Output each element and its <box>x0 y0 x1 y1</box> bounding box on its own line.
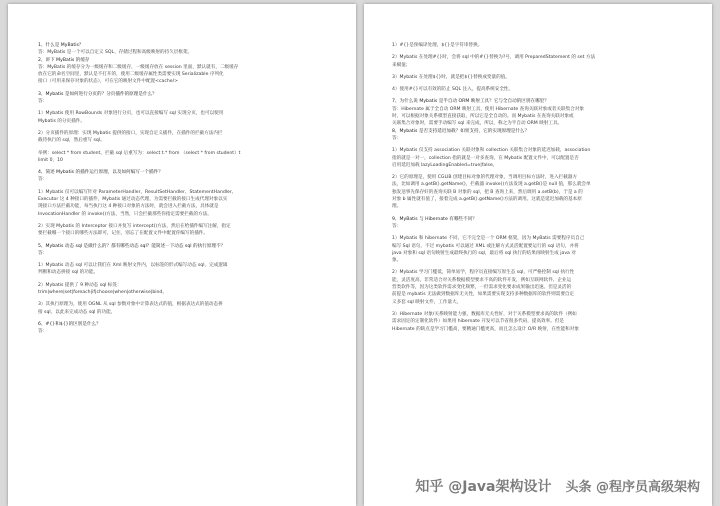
text-line: 5、Mybatis 动态 sql 是做什么的？都有哪些动态 sql？能简述一下动态 sql 的执行原理不？ <box>38 243 226 249</box>
text-line: 法，比如调用 a.getB().getName()，拦截器 invoke()方法发现 a.getB()是 null 值，那么就会单 <box>392 182 591 188</box>
text-line: java 对象和 sql 语句映射生成最终执行的 sql，最后将 sql 执行的结果再映射生成 java 对 <box>392 250 576 256</box>
page-text-left <box>38 42 338 336</box>
text-line: 答：Hibernate 属于全自动 ORM 映射工具，使用 Hibernate 查询关联对象或者关联集合对象 <box>392 106 584 112</box>
text-line: 对象 b 属性就有值了，接着完成 a.getB().getName()方法的调用。这就是延迟加载的基本原 <box>392 197 582 203</box>
text-line: 3、Mybatis 是如何进行分页的？分页插件的原理是什么？ <box>38 91 157 97</box>
text-line: 象。 <box>392 258 402 264</box>
text-line: 要拦截哪一个接口的哪些方法即可，记住，别忘了在配置文件中配置你编写的插件。 <box>38 231 208 237</box>
text-line: 答：MyBatis 是一个可以自定义 SQL、存储过程和高级映射的持久层框架。 <box>38 50 193 56</box>
text-line: 1）Mybatis 动态 sql 可以让我们在 Xml 映射文件内，以标签的形式编写动态 sql，完成逻辑 <box>38 263 228 269</box>
text-line: 9、MyBatis 与 Hibernate 有哪些不同？ <box>392 216 477 222</box>
text-line: InvocationHandler 的 invoke()方法，当然，只会拦截那些你指定需要拦截的方法。 <box>38 211 212 217</box>
text-line: 答： <box>392 135 402 141</box>
text-line: 4、简述 Mybatis 的插件运行原理，以及如何编写一个插件？ <box>38 170 163 176</box>
text-line: 2）分页插件的原理：实现 Mybatis 提供的接口，实现自定义插件，在插件的拦截方法内拦 <box>38 130 223 136</box>
text-line: 答： <box>392 223 402 229</box>
text-line: 关联集合对象时，需要手动编写 sql 来完成，所以，称之为半自动 ORM 映射工具。 <box>392 121 563 127</box>
text-line: 前提是 mybatis 无法做到数据库无关性，如果需要实现支持多种数据库的软件则需要自定 <box>392 292 575 298</box>
text-line: 1）Mybatis 和 hibernate 不同，它不完全是一个 ORM 框架，因为 MyBatis 需要程序员自己 <box>392 236 585 242</box>
text-line: 编写 Sql 语句，不过 mybatis 可以通过 XML 或注解方式灵活配置要运行的 sql 语句，并将 <box>392 243 579 249</box>
text-line: 2）Mybatis 在处理#{}时，会将 sql 中的#{}替换为?号，调用 PreparedStatement 的 set 方法 <box>392 55 596 61</box>
text-line: 答：MyBatis 的缓存分为一级缓存和二级缓存，一级缓存放在 session 里面，默认就有，二级缓存 <box>38 64 239 70</box>
text-line: 3）Mybatis 在处理${}时，就是把${}替换成变量的值。 <box>392 74 510 80</box>
text-line: 答： <box>38 177 48 183</box>
text-line: 指的就是一对一，collection 指的就是一对多查询。在 Mybatis 配置文件中，可以配置是否 <box>392 155 579 161</box>
text-line: 接口（可用来保存对象的状态），可在它的映射文件中配置<cache/> <box>38 79 178 85</box>
page-text-right <box>392 42 694 333</box>
text-line: 截待执行的 sql，然后重写 sql。 <box>38 138 105 144</box>
text-line: 8、Mybatis 是否支持延迟加载？如果支持，它的实现原理是什么？ <box>392 128 530 134</box>
text-line: 1）#{}是预编译处理，${}是字符串替换。 <box>392 43 483 48</box>
text-line: 答： <box>38 329 48 335</box>
watermark-primary: 知乎 @Java架构设计 <box>415 479 552 495</box>
text-line: Executor 这 4 种接口的插件，Mybatis 通过动态代理，为需要拦截的接口生成代理对象以实 <box>38 197 228 203</box>
text-line: 能，灵活度高，非常适合对关系数据模型要求不高的软件开发，例如互联网软件、企业运 <box>392 277 572 283</box>
text-line: 需求固定的定制化软件）如果用 hibernate 开发可以节省很多代码，提高效率。但是 <box>392 319 565 325</box>
text-line: 时，可以根据对象关系模型直接获取，所以它是全自动的。而 Mybatis 在查询关联对象或 <box>392 114 574 120</box>
text-line: 2、讲下 MyBatis 的缓存 <box>38 57 90 63</box>
text-line: 现接口方法拦截功能，每当执行这 4 种接口对象的方法时，就会进入拦截方法，具体就是 <box>38 204 219 210</box>
text-line: 义多套 sql 映射文件，工作量大。 <box>392 299 462 305</box>
watermark <box>415 476 700 496</box>
watermark-secondary: 头条 @程序员高级架构 <box>565 480 700 495</box>
text-line: 答： <box>38 250 48 256</box>
text-line: 营类软件等，因为这类软件需求变化频繁，一但需求变化要求成果输出迅速。但是灵活的 <box>392 285 572 291</box>
text-line: 放在它的命名空间里，默认是不打开的，使用二级缓存属性类需要实现 Serializable 序列化 <box>38 72 224 78</box>
text-line: 1）Mybatis 仅支持 association 关联对象和 collection 关联集合对象的延迟加载，association <box>392 148 591 154</box>
text-line: 2）Mybatis 学习门槛低，简单易学，程序员直接编写原生态 sql，可严格控制 sql 执行性 <box>392 270 575 276</box>
text-line: 1）Mybatis 使用 RowBounds 对象进行分页，也可以直接编写 sql 实现分页，也可以使用 <box>38 111 224 117</box>
text-line: 来赋值； <box>392 62 411 68</box>
text-line: 3）其执行原理为，使用 OGNL 从 sql 参数对象中计算表达式的值，根据表达式的值动态拼 <box>38 302 223 308</box>
text-line: 理。 <box>392 204 402 210</box>
text-line: 1）Mybatis 仅可以编写针对 ParameterHandler、ResultSetHandler、StatementHandler、 <box>38 189 237 195</box>
text-line: 4）使用#{}可以有效的防止 SQL 注入，提高系统安全性。 <box>392 87 514 93</box>
text-line: 举例：select * from student，拦截 sql 后重写为：select t.* from （select * from student）t <box>38 150 241 156</box>
text-line: 2）实现 Mybatis 的 Interceptor 接口并复写 intercept()方法，然后在给插件编写注解，指定 <box>38 223 231 229</box>
text-line: Hibernate 的缺点是学习门槛高，要精通门槛更高，而且怎么设计 O/R 映射，在性能和对象 <box>392 326 579 332</box>
text-line: trim|where|set|foreach|if|choose|when|otherwise|bind。 <box>38 290 167 296</box>
text-line: 2）它的原理是，使用 CGLIB 创建目标对象的代理对象，当调用目标方法时，进入拦截器方 <box>392 175 578 181</box>
text-line: 3）Hibernate 对象/关系映射能力强，数据库无关性好，对于关系模型要求高的软件（例如 <box>392 311 577 317</box>
text-line: 独发送事先保存好的查询关联 B 对象的 sql，把 B 查询上来，然后调用 a.setB(b)，于是 a 的 <box>392 189 583 195</box>
text-line: 答： <box>38 99 48 105</box>
text-line: 2）Mybatis 提供了 9 种动态 sql 标签： <box>38 282 122 288</box>
text-line: 6、#{}和${}的区别是什么？ <box>38 321 101 327</box>
text-line: 7、为什么说 Mybatis 是半自动 ORM 映射工具？它与全自动的区别在哪里？ <box>392 99 549 105</box>
document-page-right <box>364 4 712 506</box>
text-line: 1、什么是 MyBatis？ <box>38 43 84 48</box>
document-page-left <box>8 4 356 506</box>
text-line: 启用延迟加载 lazyLoadingEnabled=true|false。 <box>392 162 498 168</box>
text-line: Mybatis 的分页插件。 <box>38 118 85 124</box>
text-line: 接 sql，以此来完成动态 sql 的功能。 <box>38 309 116 315</box>
text-line: limit 0，10 <box>38 157 63 163</box>
text-line: 判断和动态拼接 sql 的功能。 <box>38 270 99 276</box>
